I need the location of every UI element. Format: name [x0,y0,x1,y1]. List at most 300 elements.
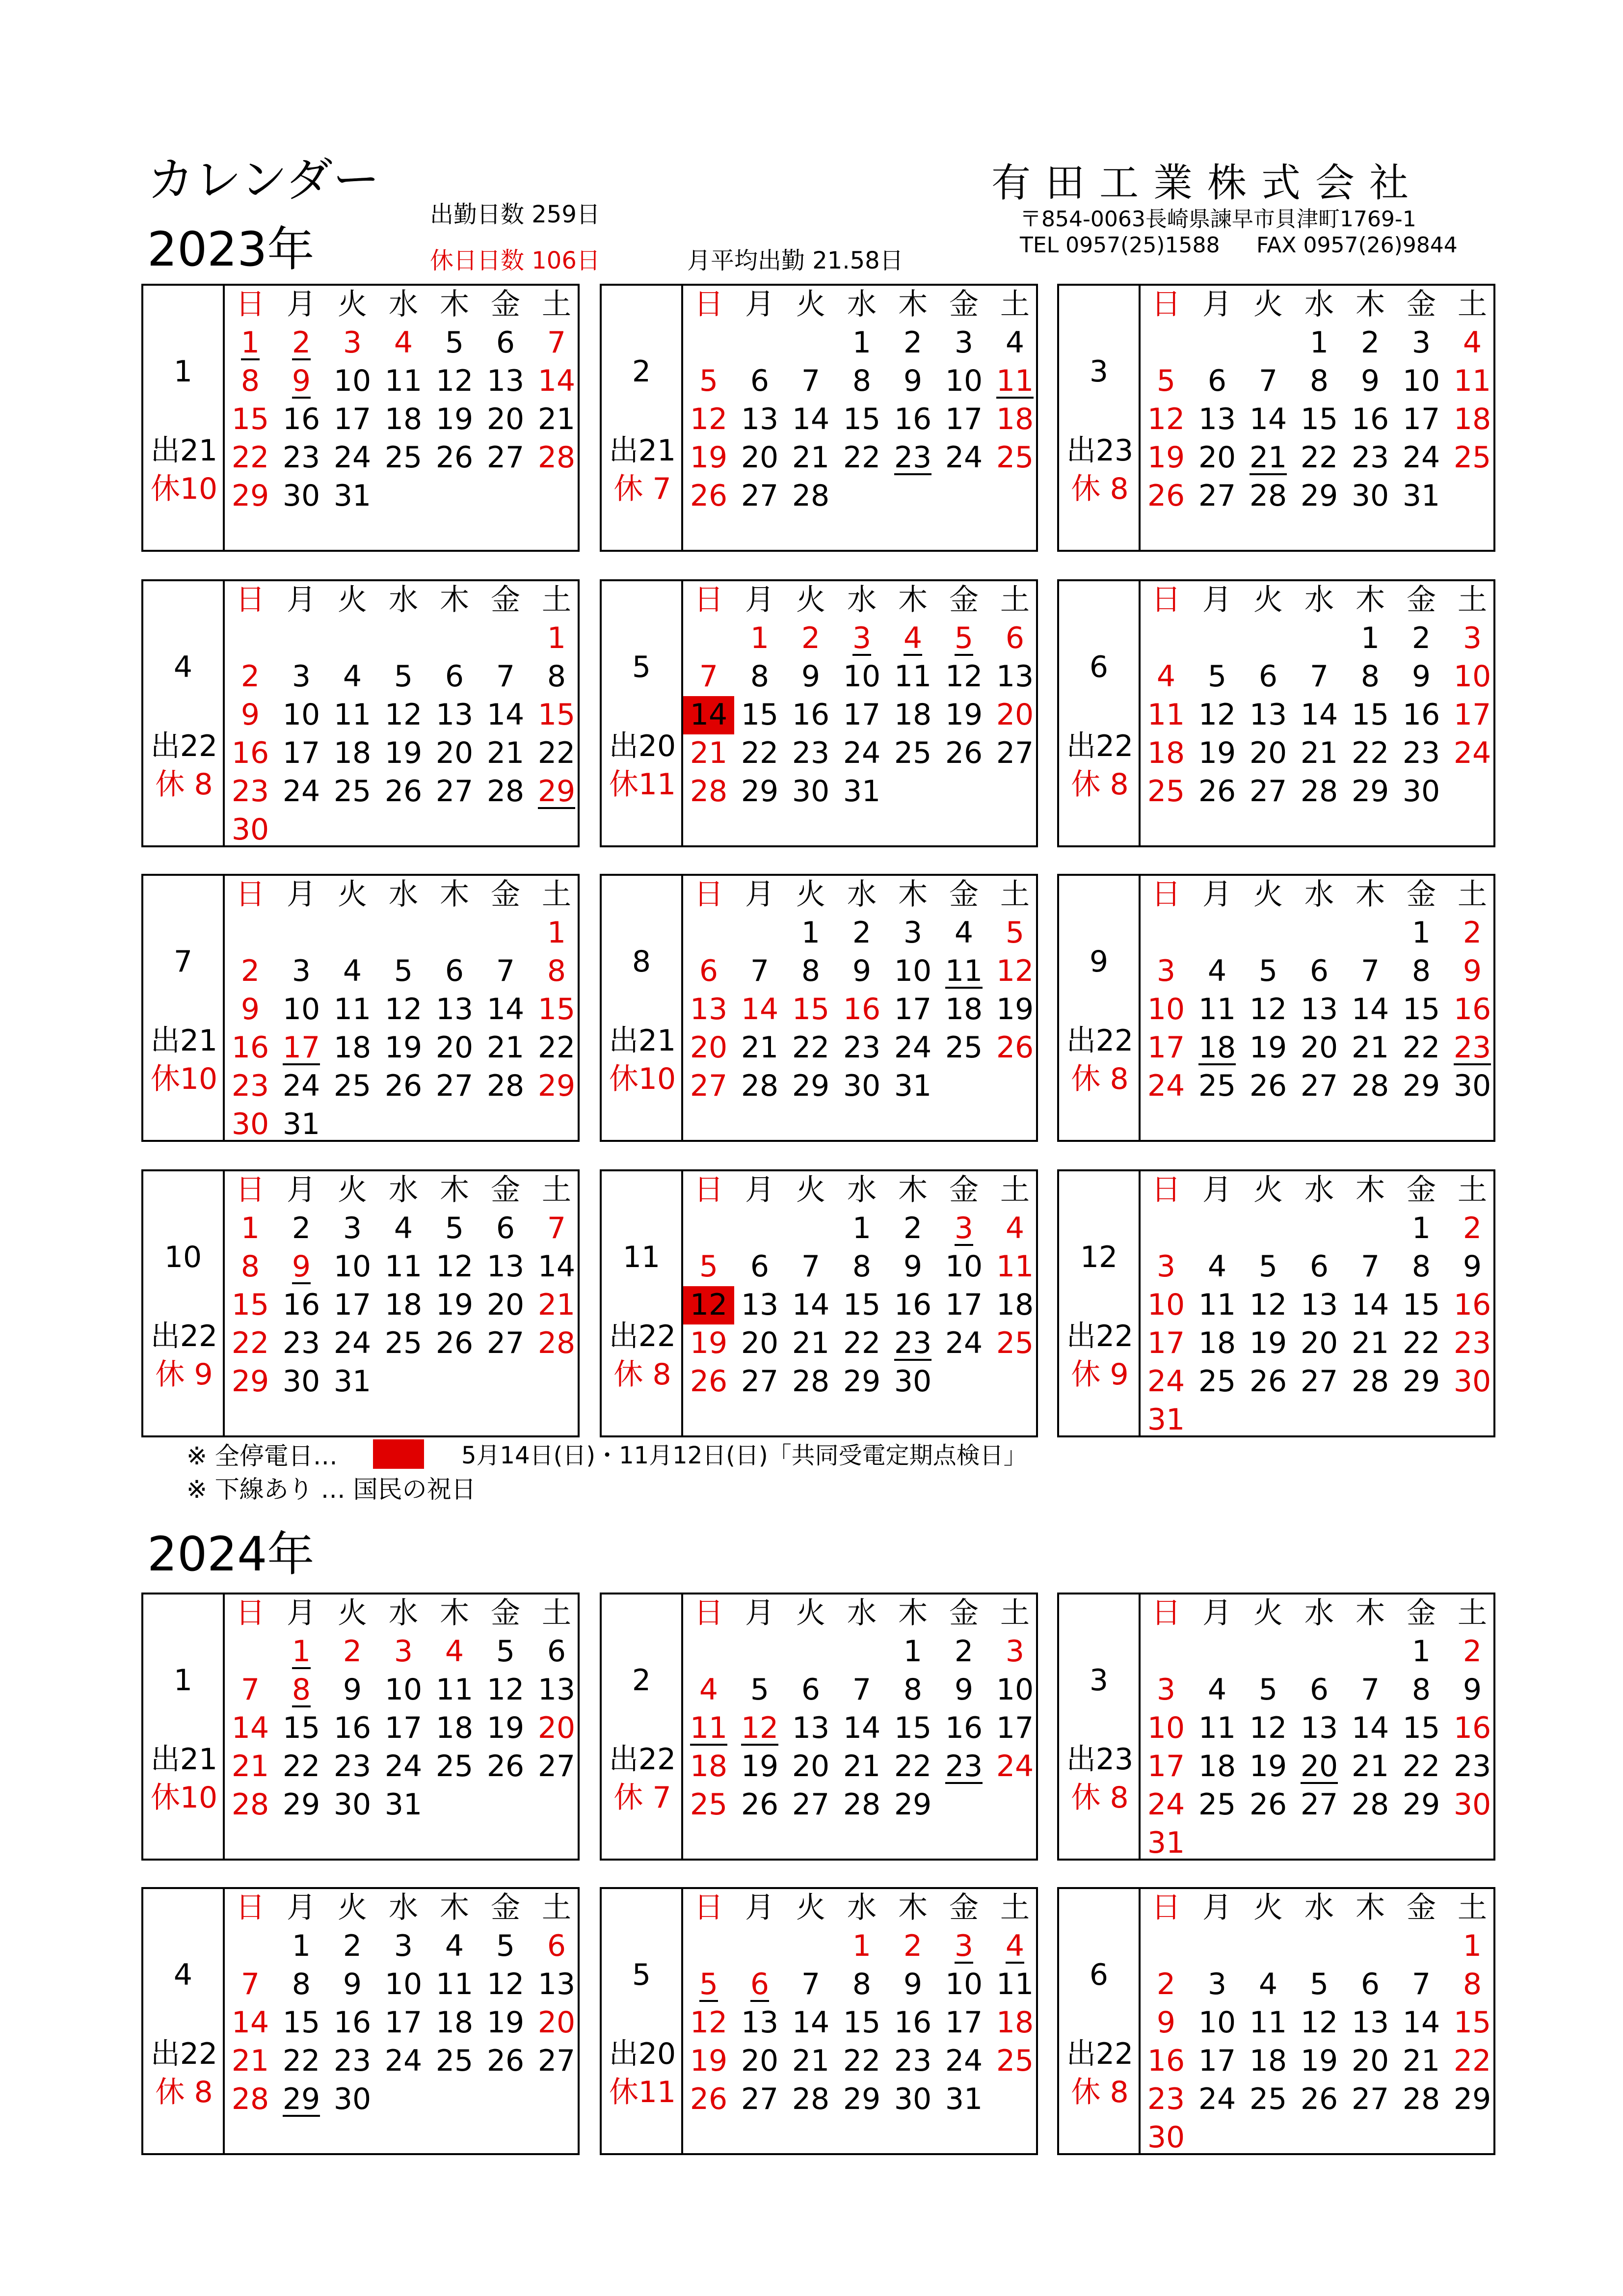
day-cell [1192,1248,1243,1286]
day-number: 4 [1005,1211,1025,1245]
weekday-header: 水 [1304,1173,1334,1207]
year-heading-2023: 2023年 [147,222,315,277]
day-number: 11 [690,1711,728,1745]
day-number: 7 [547,325,566,360]
day-cell [1192,1966,1243,2004]
day-cell [429,1286,480,1324]
day-cell [531,2004,582,2042]
weekday-header: 水 [847,1891,877,1925]
day-number: 4 [1207,954,1227,988]
day-cell [327,952,378,991]
day-cell [276,1966,327,2004]
day-number: 26 [1249,1069,1287,1103]
day-number: 23 [1453,1749,1491,1783]
day-number: 20 [1351,2044,1389,2078]
day-cell [1396,1709,1447,1748]
day-number: 7 [1360,954,1380,988]
day-number: 22 [1402,1326,1440,1360]
weekday-header: 土 [1000,583,1030,617]
day-number: 25 [333,774,372,809]
month-number: 2 [632,354,651,389]
day-number: 4 [394,325,413,360]
day-number: 26 [690,1364,728,1399]
day-number: 11 [894,659,932,694]
day-cell [734,2004,785,2042]
day-cell [887,1248,938,1286]
company-name: 有田工業株式会社 [991,160,1423,206]
month-holiday-count: 休11 [609,2075,676,2109]
day-cell [734,1786,785,1824]
day-cell [989,1633,1040,1671]
day-cell [480,952,531,991]
day-number: 1 [292,1929,311,1963]
day-number: 1 [1463,1929,1482,1963]
weekday-header: 土 [542,1173,571,1207]
day-cell [1396,324,1447,362]
weekday-header: 月 [1202,877,1232,912]
weekday-header: 木 [898,287,928,322]
day-number: 15 [1300,402,1338,436]
day-cell [378,991,429,1029]
day-cell [531,1709,582,1748]
day-number: 23 [231,1069,269,1103]
day-cell [1243,1709,1294,1748]
day-cell [378,1286,429,1324]
day-number: 23 [282,440,320,475]
day-number: 18 [435,2005,474,2040]
day-cell [429,2042,480,2080]
day-number: 21 [1351,1326,1389,1360]
day-cell [938,362,989,401]
day-cell [429,773,480,811]
day-cell [429,1709,480,1748]
day-cell [1447,1709,1498,1748]
month-2023-12 [1057,1169,1495,1437]
month-number: 9 [1089,945,1109,979]
day-number: 24 [384,2044,423,2078]
day-number: 22 [1402,1030,1440,1065]
day-number: 29 [1453,2082,1491,2116]
day-cell [1345,696,1396,734]
day-number: 14 [231,1711,269,1745]
day-number: 2 [903,325,923,360]
day-number: 30 [282,1364,320,1399]
day-number: 30 [282,479,320,513]
day-cell [887,1927,938,1966]
day-cell [989,914,1040,952]
weekday-header: 月 [287,1173,316,1207]
day-number: 9 [240,992,260,1026]
day-cell [938,1966,989,2004]
day-cell [938,696,989,734]
weekday-header: 日 [694,287,723,322]
day-number: 1 [852,1211,872,1245]
day-cell [378,1210,429,1248]
day-cell [734,2042,785,2080]
day-number: 29 [537,774,576,809]
day-cell [989,620,1040,658]
day-cell [785,477,836,515]
day-number: 28 [1351,1364,1389,1399]
weekday-header: 水 [389,877,418,912]
month-holiday-count: 休 9 [1071,1357,1129,1392]
day-number: 31 [843,774,881,809]
weekday-header: 水 [847,583,877,617]
day-cell [1447,1786,1498,1824]
day-number: 20 [486,402,525,436]
day-number: 27 [435,1069,474,1103]
weekday-header: 水 [389,583,418,617]
day-number: 3 [852,621,872,655]
day-number: 24 [894,1030,932,1065]
weekday-header: 水 [389,1596,418,1630]
weekday-header: 木 [898,583,928,617]
weekday-header: 木 [440,287,469,322]
month-2024-4 [141,1887,580,2155]
month-work-count: 出21 [150,433,218,468]
day-cell [480,1067,531,1106]
day-number: 23 [843,1030,881,1065]
day-cell [887,1286,938,1324]
month-work-count: 出22 [1066,729,1134,763]
day-number: 27 [690,1069,728,1103]
day-cell [1243,773,1294,811]
holiday-days-total: 休日日数 106日 [430,247,600,274]
day-cell [378,1324,429,1363]
day-cell [1294,1029,1345,1067]
day-number: 3 [343,1211,362,1245]
day-cell [836,1709,887,1748]
day-number: 16 [282,1288,320,1322]
day-cell [683,1248,734,1286]
day-number: 23 [282,1326,320,1360]
day-cell [1243,1748,1294,1786]
day-number: 10 [996,1673,1034,1707]
day-number: 5 [394,954,413,988]
day-cell [429,362,480,401]
day-number: 30 [1453,1787,1491,1822]
day-number: 16 [231,736,269,770]
day-cell [1192,362,1243,401]
month-holiday-count: 休 7 [613,472,671,506]
day-cell [1141,362,1192,401]
day-cell [1396,2080,1447,2119]
day-number: 27 [1300,1364,1338,1399]
page-title: カレンダー [147,152,380,207]
day-cell [1141,2004,1192,2042]
day-cell [1243,1029,1294,1067]
day-number: 14 [537,1249,576,1284]
day-cell [531,620,582,658]
month-work-count: 出22 [150,729,218,763]
month-number: 1 [173,1663,193,1698]
weekday-header: 日 [694,1596,723,1630]
day-cell [785,914,836,952]
day-number: 22 [843,440,881,475]
day-cell [989,2004,1040,2042]
day-number: 3 [292,954,311,988]
day-number: 15 [537,698,576,732]
weekday-header: 土 [1000,877,1030,912]
day-cell [683,362,734,401]
day-number: 13 [435,992,474,1026]
day-number: 17 [1147,1749,1185,1783]
day-number: 22 [843,2044,881,2078]
day-cell [785,1966,836,2004]
day-cell [1345,2042,1396,2080]
day-cell [225,477,276,515]
day-cell [429,1067,480,1106]
day-cell [1192,773,1243,811]
day-cell [989,1286,1040,1324]
day-number: 28 [537,440,576,475]
day-cell [1294,2080,1345,2119]
day-cell [1447,1324,1498,1363]
day-cell [1243,1067,1294,1106]
day-cell [989,1671,1040,1709]
day-cell [480,362,531,401]
day-cell [531,1748,582,1786]
day-number: 26 [741,1787,779,1822]
day-cell [1192,1286,1243,1324]
day-cell [531,1248,582,1286]
weekday-header: 木 [898,1173,928,1207]
day-number: 26 [690,479,728,513]
day-cell [836,439,887,477]
weekday-header: 木 [1356,877,1385,912]
day-cell [480,773,531,811]
day-number: 24 [945,2044,983,2078]
day-cell [887,914,938,952]
day-number: 14 [486,992,525,1026]
day-cell [989,991,1040,1029]
note-outage-dates: 5月14日(日)・11月12日(日)「共同受電定期点検日」 [461,1442,1027,1469]
day-number: 18 [1453,402,1491,436]
day-number: 21 [741,1030,779,1065]
day-cell [531,362,582,401]
day-cell [1345,1671,1396,1709]
day-number: 24 [945,1326,983,1360]
day-cell [938,401,989,439]
weekday-header: 水 [1304,583,1334,617]
day-cell [480,324,531,362]
weekday-header: 土 [542,1596,571,1630]
day-number: 17 [1198,2044,1236,2078]
day-cell [1141,2080,1192,2119]
day-number: 13 [486,364,525,398]
day-cell [531,1210,582,1248]
day-cell [225,658,276,696]
day-number: 1 [852,325,872,360]
day-number: 4 [1156,659,1176,694]
day-cell [836,620,887,658]
day-number: 29 [231,1364,269,1399]
weekday-header: 水 [847,1596,877,1630]
day-number: 3 [343,325,362,360]
day-number: 5 [1156,364,1176,398]
month-number: 3 [1089,354,1109,389]
day-number: 16 [1453,1711,1491,1745]
day-number: 8 [1309,364,1329,398]
day-cell [1294,1748,1345,1786]
day-cell [1447,1966,1498,2004]
day-cell [327,1324,378,1363]
day-cell [1345,773,1396,811]
day-number: 11 [1147,698,1185,732]
day-number: 10 [1453,659,1491,694]
day-cell [887,2004,938,2042]
month-work-count: 出22 [609,1742,676,1777]
day-number: 3 [954,1211,974,1245]
day-cell [989,1248,1040,1286]
day-number: 6 [750,1967,770,2001]
day-number: 15 [1453,2005,1491,2040]
day-number: 4 [1005,1929,1025,1963]
day-number: 18 [996,2005,1034,2040]
day-cell [378,952,429,991]
day-cell [225,2080,276,2119]
day-cell [683,1786,734,1824]
day-cell [1396,1067,1447,1106]
day-number: 23 [894,2044,932,2078]
day-cell [1345,1363,1396,1401]
day-cell [836,991,887,1029]
day-cell [1447,1633,1498,1671]
day-cell [683,1286,734,1324]
day-cell [836,1363,887,1401]
day-number: 8 [292,1967,311,2001]
month-number: 8 [632,945,651,979]
day-number: 6 [1309,1673,1329,1707]
month-2023-9 [1057,874,1495,1142]
weekday-header: 木 [898,877,928,912]
day-number: 8 [240,1249,260,1284]
day-number: 12 [384,992,423,1026]
day-cell [480,2042,531,2080]
day-cell [938,439,989,477]
day-cell [327,2004,378,2042]
day-number: 30 [1147,2120,1185,2155]
weekday-header: 金 [1407,583,1436,617]
day-cell [1294,1786,1345,1824]
day-cell [785,1786,836,1824]
weekday-header: 月 [745,583,774,617]
day-cell [1141,1709,1192,1748]
weekday-header: 月 [287,1596,316,1630]
day-number: 18 [996,402,1034,436]
day-number: 31 [1402,479,1440,513]
day-cell [276,1927,327,1966]
day-number: 11 [1198,1288,1236,1322]
day-number: 20 [435,736,474,770]
day-cell [734,401,785,439]
day-number: 19 [1147,440,1185,475]
day-cell [887,952,938,991]
day-cell [276,1324,327,1363]
day-number: 2 [1411,621,1431,655]
day-number: 8 [547,954,566,988]
day-cell [989,1210,1040,1248]
day-cell [683,952,734,991]
day-number: 15 [894,1711,932,1745]
month-2024-3 [1057,1593,1495,1861]
day-number: 19 [1249,1326,1287,1360]
day-cell [785,2004,836,2042]
day-number: 12 [690,402,728,436]
day-number: 25 [1147,774,1185,809]
company-tel: TEL 0957(25)1588 [1020,233,1220,258]
day-cell [683,1966,734,2004]
day-number: 12 [1147,402,1185,436]
day-number: 30 [894,1364,932,1399]
day-cell [480,1324,531,1363]
day-number: 26 [384,1069,423,1103]
day-number: 4 [343,659,362,694]
day-cell [1396,952,1447,991]
day-number: 18 [1198,1030,1236,1065]
day-cell [1243,991,1294,1029]
day-number: 25 [1198,1069,1236,1103]
month-holiday-count: 休 8 [155,2075,213,2109]
day-cell [887,1966,938,2004]
day-number: 1 [292,1634,311,1669]
day-cell [1447,401,1498,439]
day-cell [989,952,1040,991]
day-number: 21 [792,440,830,475]
day-number: 12 [1249,1288,1287,1322]
day-cell [276,1633,327,1671]
weekday-header: 金 [1407,1173,1436,1207]
day-number: 9 [343,1673,362,1707]
company-fax: FAX 0957(26)9844 [1256,233,1458,258]
day-cell [836,1324,887,1363]
day-cell [836,1748,887,1786]
day-cell [531,991,582,1029]
day-cell [480,658,531,696]
day-number: 1 [1411,916,1431,950]
day-number: 7 [496,954,515,988]
day-cell [480,991,531,1029]
day-number: 6 [445,659,464,694]
day-cell [938,1324,989,1363]
note-underline-label: ※ 下線あり … 国民の祝日 [186,1475,476,1504]
day-cell [1447,2042,1498,2080]
day-cell [225,696,276,734]
day-number: 28 [486,774,525,809]
day-number: 5 [496,1929,515,1963]
weekday-header: 木 [440,1173,469,1207]
day-number: 28 [231,2082,269,2116]
day-number: 27 [486,1326,525,1360]
day-cell [378,1786,429,1824]
day-cell [887,620,938,658]
day-cell [480,734,531,773]
day-number: 6 [1207,364,1227,398]
day-cell [225,811,276,849]
day-cell [1294,1671,1345,1709]
day-number: 7 [750,954,770,988]
day-number: 3 [1156,1673,1176,1707]
day-cell [327,696,378,734]
day-number: 4 [1207,1673,1227,1707]
day-cell [1345,1748,1396,1786]
month-holiday-count: 休11 [609,767,676,802]
day-cell [1243,477,1294,515]
month-holiday-count: 休 8 [155,767,213,802]
weekday-header: 木 [440,1596,469,1630]
day-cell [1294,362,1345,401]
day-cell [734,439,785,477]
